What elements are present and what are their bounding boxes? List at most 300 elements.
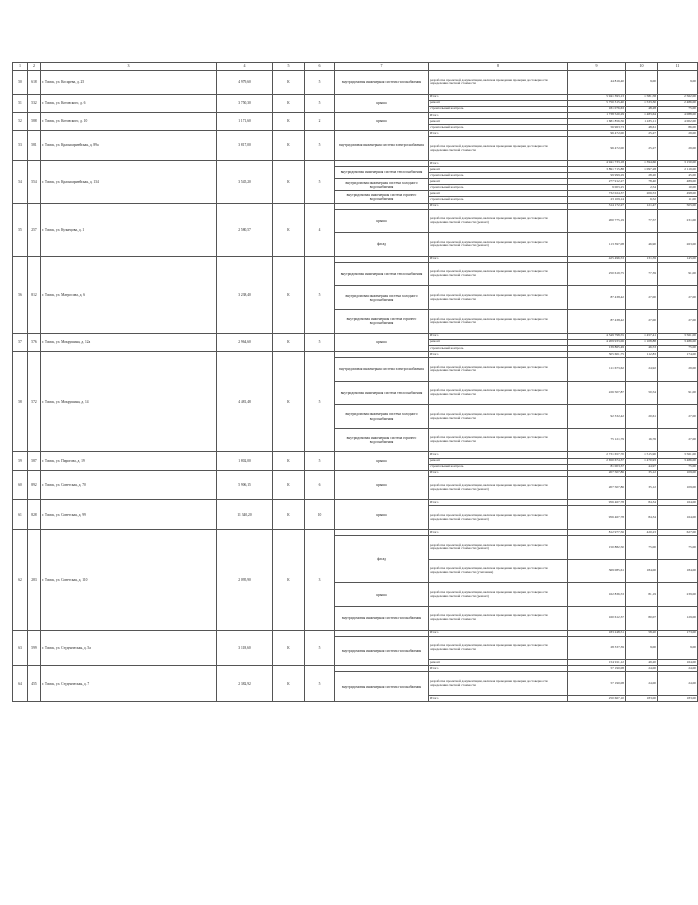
unit-cost-value: 77,39 [626,262,658,286]
limit-cost-value: 3 486,00 [658,339,698,345]
element-label: внутридомовая инженерная система теплоснабжения [335,381,429,405]
floor-count: 5 [305,94,335,112]
material-type: К [273,256,305,333]
element-label: крыша [335,500,429,530]
limit-cost-value: 4 088,00 [658,112,698,118]
element-label: внутридомовая инженерная система теплоснабжения [335,166,429,178]
material-type: К [273,452,305,470]
address: г. Томск, ул. Матросова, д. 6 [41,256,217,333]
element-label: внутридомовая инженерная система газоснабжения [335,71,429,95]
work-type: строительный контроль [429,185,568,191]
limit-cost-value: 129,00 [658,606,698,630]
address: г. Томск, ул. Котовского, д. 10 [41,112,217,130]
material-type: К [273,470,305,500]
limit-cost-value: 91,00 [658,381,698,405]
cost-value: 812 977,56 [568,530,626,536]
col-header: 7 [335,63,429,71]
work-type: ремонт [429,660,568,666]
cost-value: 96 472,00 [568,131,626,137]
row-number: 58 [13,351,28,451]
cost-value: 183 248,51 [568,630,626,636]
work-type: разработка проектной документации, включая проведение проверки достоверности определения сметной стоимости [429,310,568,334]
area-value: 2 382,92 [217,666,273,702]
works-table [12,62,698,702]
element-label: внутридомовая инженерная система газоснабжения [335,636,429,666]
work-type: Итого [429,160,568,166]
element-label: крыша [335,583,429,607]
limit-cost-value: 75,00 [658,536,698,560]
floor-count: 5 [305,630,335,666]
material-type: К [273,666,305,702]
cost-value: 5 941 393,13 [568,94,626,100]
col-header: 9 [568,63,626,71]
cost-value: 57 190,08 [568,666,626,672]
work-type: ремонт [429,100,568,106]
address: г. Томск, ул. Кузнецова, д. 1 [41,203,217,256]
area-value: 3 238,40 [217,256,273,333]
cost-value: 5 750 315,40 [568,100,626,106]
cost-value: 4 209 933,06 [568,339,626,345]
cost-value: 23 109,14 [568,197,626,203]
object-code: 599 [28,630,41,666]
unit-cost-value: 1 108,88 [626,339,658,345]
work-type: Итого [429,131,568,137]
table-body [13,71,698,702]
row-number: 61 [13,500,28,530]
cost-value: 200 775,19 [568,209,626,233]
cost-value: 2 650 674,37 [568,458,626,464]
unit-cost-value: 184,00 [626,559,658,583]
col-header: 8 [429,63,568,71]
unit-cost-value: 121,47 [626,203,658,209]
object-code: 581 [28,131,41,161]
cost-value: 1 738 520,29 [568,112,626,118]
unit-cost-value: 183,00 [626,696,658,702]
limit-cost-value: 2 562,00 [658,94,698,100]
limit-cost-value: 9,00 [658,71,698,95]
element-label: внутридомовая инженерная система газоснабжения [335,672,429,702]
work-type: разработка проектной документации, включая проведение проверки достоверности определения сметной стоимости [429,286,568,310]
element-label: крыша [335,470,429,500]
area-value: 5 906,15 [217,470,273,500]
cost-value: 9 003,25 [568,185,626,191]
work-type: Итого [429,112,568,118]
cost-value: 154 911,12 [568,660,626,666]
unit-cost-value: 131,39 [626,256,658,262]
cost-value: 162 836,53 [568,583,626,607]
unit-cost-value: 27,00 [626,310,658,334]
material-type: К [273,630,305,666]
area-value: 4 481,48 [217,351,273,451]
unit-cost-value: 112,83 [626,351,658,357]
row-number: 50 [13,71,28,95]
limit-cost-value: 75,00 [658,345,698,351]
limit-cost-value: 29,00 [658,137,698,161]
cost-value: 207 507,86 [568,470,626,476]
limit-cost-value: 489,00 [658,179,698,185]
cost-value: 181 076,63 [568,106,626,112]
cost-value: 44 816,40 [568,71,626,95]
work-type: Итого [429,452,568,458]
limit-cost-value: 24,00 [658,672,698,696]
object-code: 532 [28,94,41,112]
work-type: Итого [429,351,568,357]
material-type: К [273,333,305,351]
cost-value: 111 673,62 [568,358,626,382]
work-type: Итого [429,94,568,100]
limit-cost-value: 24,00 [658,666,698,672]
work-type: строительный контроль [429,173,568,179]
element-label: внутридомовая инженерная система теплоснабжения [335,262,429,286]
limit-cost-value: 145,00 [658,256,698,262]
limit-cost-value: 27,00 [658,310,698,334]
col-header: 10 [626,63,658,71]
column-number-row [13,63,698,71]
col-header: 5 [273,63,305,71]
limit-cost-value: 173,00 [658,630,698,636]
limit-cost-value: 3 561,00 [658,452,698,458]
area-value: 3 118,60 [217,630,273,666]
limit-cost-value: 164,00 [658,500,698,506]
cost-value: 2 731 657,70 [568,452,626,458]
floor-count: 6 [305,470,335,500]
unit-cost-value: 20,61 [626,405,658,429]
limit-cost-value: 10,00 [658,185,698,191]
work-type: Итого [429,203,568,209]
area-value: 3 750,30 [217,94,273,112]
limit-cost-value: 239,00 [658,583,698,607]
cost-value: 113 397,08 [568,233,626,257]
object-code: 572 [28,351,41,451]
material-type: К [273,131,305,161]
limit-cost-value: 91,00 [658,262,698,286]
floor-count: 5 [305,256,335,333]
address: г. Томск, ул. Косарева, д. 25 [41,71,217,95]
area-value: 2 580,57 [217,203,273,256]
cost-value: 956 467,78 [568,506,626,530]
work-type: Итого [429,500,568,506]
unit-cost-value: 9,00 [626,71,658,95]
unit-cost-value: 1 394,66 [626,160,658,166]
cost-value: 99 999,29 [568,173,626,179]
object-code: 892 [28,470,41,500]
work-type: разработка проектной документации, включая проведение проверки достоверности определения сметной стоимости [429,606,568,630]
unit-cost-value: 46,53 [626,345,658,351]
area-value: 2 964,60 [217,333,273,351]
unit-cost-value: 48,61 [626,125,658,131]
cost-value: 56 963,73 [568,125,626,131]
row-number: 63 [13,630,28,666]
area-value: 1 171,60 [217,112,273,130]
unit-cost-value: 206,53 [626,191,658,197]
limit-cost-value: 109,00 [658,476,698,500]
floor-count: 5 [305,452,335,470]
floor-count: 4 [305,203,335,256]
limit-cost-value: 29,00 [658,131,698,137]
work-type: строительный контроль [429,125,568,131]
work-type: ремонт [429,191,568,197]
unit-cost-value: 25,27 [626,131,658,137]
element-label: крыша [335,94,429,112]
material-type: К [273,112,305,130]
floor-count: 5 [305,666,335,702]
unit-cost-value: 80,07 [626,606,658,630]
unit-cost-value: 24,00 [626,672,658,696]
limit-cost-value: 27,00 [658,286,698,310]
work-type: Итого [429,256,568,262]
cost-value: 732 024,37 [568,191,626,197]
unit-cost-value: 25,27 [626,137,658,161]
limit-cost-value: 9,00 [658,636,698,660]
limit-cost-value: 183,00 [658,696,698,702]
cost-value: 81 003,37 [568,464,626,470]
row-number: 60 [13,470,28,500]
cost-value: 160 612,37 [568,606,626,630]
element-label: крыша [335,333,429,351]
work-type: Итого [429,470,568,476]
floor-count: 5 [305,160,335,203]
limit-cost-value: 2 486,00 [658,100,698,106]
element-label: внутридомовая инженерная система электроснабжения [335,358,429,382]
element-label: фасад [335,536,429,583]
floor-count: 2 [305,112,335,130]
unit-cost-value: 77,57 [626,209,658,233]
unit-cost-value: 2,54 [626,185,658,191]
unit-cost-value: 50,54 [626,381,658,405]
address: г. Томск, ул. Советская, д. 99 [41,500,217,530]
work-type: строительный контроль [429,197,568,203]
object-code: 576 [28,333,41,351]
unit-cost-value: 1 097,28 [626,166,658,172]
unit-cost-value: 24,00 [626,666,658,672]
limit-cost-value: 27,00 [658,405,698,429]
element-label: крыша [335,452,429,470]
row-number: 52 [13,112,28,130]
unit-cost-value: 75,00 [626,536,658,560]
element-label: внутридомовая инженерная система горячего водоснабжения [335,310,429,334]
cost-value: 87 438,42 [568,310,626,334]
limit-cost-value: 164,00 [658,506,698,530]
address: г. Томск, ул. Мокрушина, д. 14 [41,351,217,451]
floor-count: 5 [305,71,335,95]
object-code: 828 [28,500,41,530]
cost-value: 250 667,10 [568,696,626,702]
limit-cost-value: 164,00 [658,660,698,666]
limit-cost-value: 75,00 [658,464,698,470]
work-type: разработка проектной документации, включая проведение проверки достоверности определения сметной стоимости [429,358,568,382]
work-type: разработка проектной документации, включая проведение проверки достоверности определения сметной стоимости (ремонт) [429,506,568,530]
area-value: 3 545,20 [217,160,273,203]
unit-cost-value: 24,92 [626,358,658,382]
col-header: 4 [217,63,273,71]
unit-cost-value: 1 533,30 [626,100,658,106]
element-label: внутридомовая инженерная система холодного водоснабжения [335,286,429,310]
col-header: 3 [41,63,217,71]
col-header: 11 [658,63,698,71]
material-type: К [273,160,305,203]
work-type: разработка проектной документации, включая проведение проверки достоверности определения сметной стоимости (ремонт) [429,209,568,233]
area-value: 4 979,60 [217,71,273,95]
area-value: 11 340,20 [217,500,273,530]
work-type: разработка проектной документации, включая проведение проверки достоверности определения сметной стоимости (ремонт) [429,233,568,257]
material-type: К [273,94,305,112]
row-number: 57 [13,333,28,351]
limit-cost-value: 2 119,00 [658,166,698,172]
material-type: К [273,71,305,95]
material-type: К [273,500,305,530]
cost-value: 314 172,27 [568,203,626,209]
element-label: внутридомовая инженерная система газоснабжения [335,606,429,630]
address: г. Томск, ул. Красноармейская, д. 134 [41,160,217,203]
cost-value: 277 912,27 [568,179,626,185]
work-type: строительный контроль [429,464,568,470]
limit-cost-value: 109,00 [658,470,698,476]
work-type: разработка проектной документации, включая проведение проверки достоверности определения сметной стоимости (ремонт) [429,536,568,560]
element-label: внутридомовая инженерная система холодного водоснабжения [335,179,429,191]
work-type: разработка проектной документации, включая проведение проверки достоверности определения сметной стоимости [429,71,568,95]
address: г. Томск, ул. Студенческая, д. 7 [41,666,217,702]
cost-value: 3 891 715,88 [568,166,626,172]
address: г. Томск, ул. Пирогова, д. 19 [41,452,217,470]
address: г. Томск, ул. Студенческая, д. 5а [41,630,217,666]
table-row [13,71,698,95]
work-type: Итого [429,630,568,636]
work-type: разработка проектной документации, включая проведение проверки достоверности определения сметной стоимости [429,672,568,696]
limit-cost-value: 231,00 [658,209,698,233]
cost-value: 75 121,79 [568,428,626,452]
cost-value: 4 349 798,55 [568,333,626,339]
cost-value: 139 865,49 [568,345,626,351]
col-header: 2 [28,63,41,71]
material-type: К [273,203,305,256]
cost-value: 92 332,42 [568,405,626,429]
unit-cost-value: 1 470,93 [626,458,658,464]
floor-count: 5 [305,333,335,351]
work-type: разработка проектной документации, включая проведение проверки достоверности определения сметной стоимости [429,428,568,452]
area-value: 2 095,90 [217,530,273,630]
unit-cost-value: 78,40 [626,179,658,185]
unit-cost-value: 48,28 [626,106,658,112]
unit-cost-value: 84,34 [626,500,658,506]
limit-cost-value: 174,00 [658,351,698,357]
element-label: фасад [335,233,429,257]
cost-value: 57 190,08 [568,672,626,696]
unit-cost-value: 35,12 [626,476,658,500]
work-type: ремонт [429,118,568,124]
unit-cost-value: 44,97 [626,464,658,470]
work-type: Итого [429,666,568,672]
area-value: 1 802,00 [217,452,273,470]
work-type: Итого [429,696,568,702]
work-type: строительный контроль [429,345,568,351]
row-number: 51 [13,94,28,112]
material-type: К [273,530,305,630]
floor-count: 10 [305,500,335,530]
element-label: внутридомовая инженерная система холодного водоснабжения [335,405,429,429]
cost-value: 207 507,86 [568,476,626,500]
limit-cost-value: 3 150,00 [658,160,698,166]
row-number: 55 [13,203,28,256]
cost-value: 1 681 856,56 [568,118,626,124]
unit-cost-value: 420,23 [626,530,658,536]
object-code: 812 [28,256,41,333]
address: г. Томск, ул. Красноармейская, д. 89а [41,131,217,161]
object-code: 455 [28,666,41,702]
address: г. Томск, ул. Котовского, д. 6 [41,94,217,112]
cost-value: 28 337,39 [568,636,626,660]
unit-cost-value: 28,20 [626,173,658,179]
unit-cost-value: 81,19 [626,583,658,607]
unit-cost-value: 1 435,11 [626,118,658,124]
unit-cost-value: 49,20 [626,660,658,666]
col-header: 6 [305,63,335,71]
object-code: 283 [28,530,41,630]
cost-value: 369 085,61 [568,559,626,583]
unit-cost-value: 16,76 [626,428,658,452]
floor-count: 5 [305,351,335,451]
row-number: 59 [13,452,28,470]
limit-cost-value: 45,00 [658,173,698,179]
work-type: разработка проектной документации, включая проведение проверки достоверности определения сметной стоимости (утепление) [429,559,568,583]
unit-cost-value: 46,90 [626,233,658,257]
object-code: 587 [28,452,41,470]
floor-count: 5 [305,131,335,161]
unit-cost-value: 6,52 [626,197,658,203]
work-type: разработка проектной документации, включая проведение проверки достоверности определения сметной стоимости [429,636,568,660]
col-header: 1 [13,63,28,71]
row-number: 64 [13,666,28,702]
address: г. Томск, ул. Советская, д. 70 [41,470,217,500]
object-code: 554 [28,160,41,203]
address: г. Томск, ул. Советская, д. 110 [41,530,217,630]
unit-cost-value: 1 483,64 [626,112,658,118]
work-type: разработка проектной документации, включая проведение проверки достоверности определения сметной стоимости [429,405,568,429]
cost-value: 250 619,75 [568,262,626,286]
work-type: разработка проектной документации, включая проведение проверки достоверности определения сметной стоимости (ремонт) [429,583,568,607]
element-label: внутридомовая инженерная система электроснабжения [335,131,429,161]
cost-value: 956 467,78 [568,500,626,506]
work-type: Итого [429,530,568,536]
element-label: внутридомовая инженерная система горячего водоснабжения [335,428,429,452]
row-number: 53 [13,131,28,161]
limit-cost-value: 11,00 [658,197,698,203]
work-type: разработка проектной документации, включая проведение проверки достоверности определения сметной стоимости [429,262,568,286]
element-label: крыша [335,112,429,130]
unit-cost-value: 58,20 [626,630,658,636]
limit-cost-value: 505,00 [658,203,698,209]
row-number: 56 [13,256,28,333]
floor-count: 3 [305,530,335,630]
cost-value: 226 507,87 [568,381,626,405]
cost-value: 96 472,00 [568,137,626,161]
unit-cost-value: 1 457,41 [626,333,658,339]
limit-cost-value: 4 002,00 [658,118,698,124]
material-type: К [273,351,305,451]
limit-cost-value: 86,00 [658,125,698,131]
element-label: внутридомовая инженерная система горячего водоснабжения [335,191,429,203]
work-type: ремонт [429,339,568,345]
limit-cost-value: 75,00 [658,106,698,112]
unit-cost-value: 84,34 [626,506,658,530]
cost-value: 4 941 733,18 [568,160,626,166]
work-type: ремонт [429,458,568,464]
unit-cost-value: 1 515,90 [626,452,658,458]
unit-cost-value: 1 581,58 [626,94,658,100]
limit-cost-value: 27,00 [658,428,698,452]
unit-cost-value: 35,12 [626,470,658,476]
row-number: 62 [13,530,28,630]
limit-cost-value: 627,00 [658,530,698,536]
